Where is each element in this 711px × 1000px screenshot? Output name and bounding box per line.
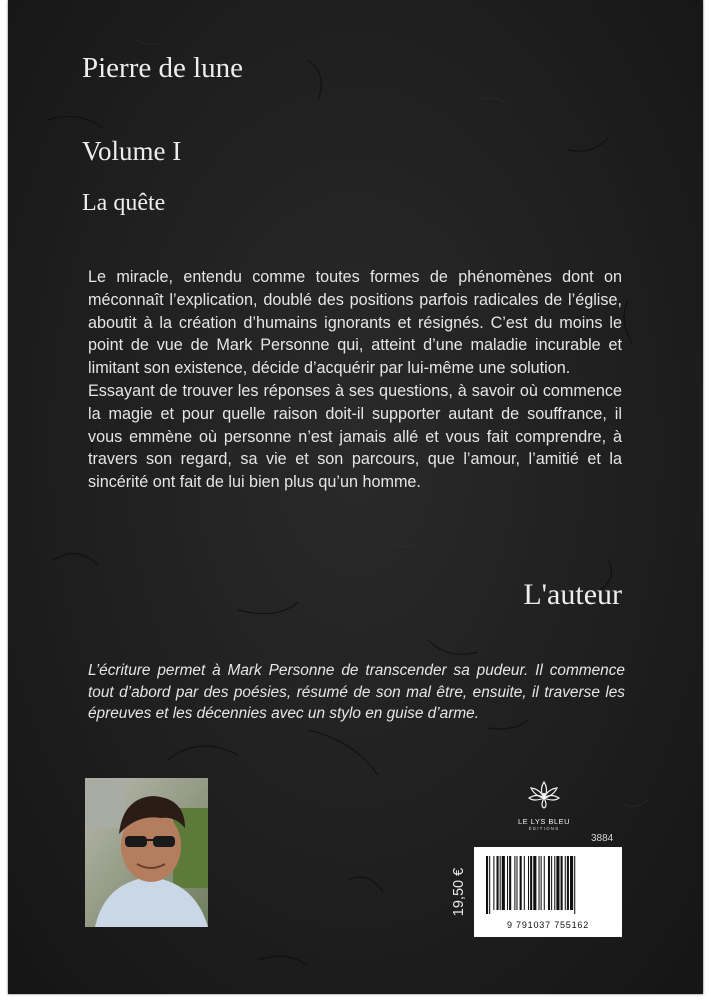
publisher-sub: ÉDITIONS [528, 826, 560, 831]
barcode-bar [507, 856, 508, 910]
publisher-logo [504, 778, 584, 831]
volume-label: Volume I [82, 136, 182, 166]
barcode-bar [556, 856, 559, 910]
barcode-bar [554, 856, 555, 910]
barcode-bar [541, 856, 542, 910]
barcode-bar [516, 856, 517, 910]
barcode-bar [509, 856, 511, 910]
barcode-bar [544, 856, 545, 910]
barcode-bar [497, 856, 499, 910]
barcode-bar [524, 856, 525, 910]
barcode-bar [548, 856, 550, 910]
barcode-bar [539, 856, 540, 910]
barcode-bar [574, 856, 575, 914]
barcode-bar [570, 856, 573, 910]
barcode-bar [551, 856, 552, 910]
book-subtitle: La quête [82, 190, 166, 216]
price-label [446, 849, 472, 935]
synopsis-paragraph: Essayant de trouver les réponses à ses questions, à savoir où commence la magie et pour quelle raison doit-il supporter autant de souffrance, il vous emmène où personne n’est jamais allé et vous fait comprendre, à travers son regard, sa vie et son parcours, que l’amour, l’amitié et la sincérité ont fait de lui bien plus qu’un homme. [88, 381, 622, 492]
barcode-bar [528, 856, 529, 910]
back-cover [8, 0, 703, 994]
barcode-bar [561, 856, 563, 910]
author-bio: L’écriture permet à Mark Personne de transcender sa pudeur. Il commence tout d’abord par des poésies, résumé de son mal être, ensuite, il traverse les épreuves et les décennies avec un stylo en guise d’arme. [88, 662, 625, 723]
synopsis-paragraph: Le miracle, entendu comme toutes formes de phénomènes dont on méconnaît l’explication, doublé des positions parfois radicales de l’église, aboutit à la création d’humains ignorants et résignés. C’est du moins le point de vue de Mark Personne qui, atteint d’une maladie incurable et limitant son existence, décide d’acquérir par lui-même une solution. [88, 268, 622, 378]
synopsis [88, 266, 622, 494]
barcode-bar [502, 856, 505, 910]
lotus-flower-icon [527, 778, 561, 810]
publisher-name: LE LYS BLEU [517, 817, 571, 826]
barcode-bar [514, 856, 515, 910]
book-title: Pierre de lune [82, 52, 244, 84]
barcode-bar [565, 856, 566, 910]
product-code: 3884 [591, 833, 614, 844]
barcode-bar [520, 856, 522, 910]
barcode-bar [486, 856, 488, 914]
barcode-bars [486, 856, 608, 914]
price-text: 19,50 € [451, 867, 467, 917]
barcode [474, 847, 622, 937]
barcode-bar [567, 856, 569, 910]
barcode-bar [530, 856, 532, 910]
barcode-bar [533, 856, 536, 910]
author-photo [85, 778, 208, 927]
author-heading: L'auteur [523, 578, 622, 611]
barcode-bar [500, 856, 501, 910]
barcode-bar [489, 856, 490, 914]
barcode-bar [493, 856, 494, 910]
isbn-number: 9 791037 755162 [506, 920, 590, 930]
